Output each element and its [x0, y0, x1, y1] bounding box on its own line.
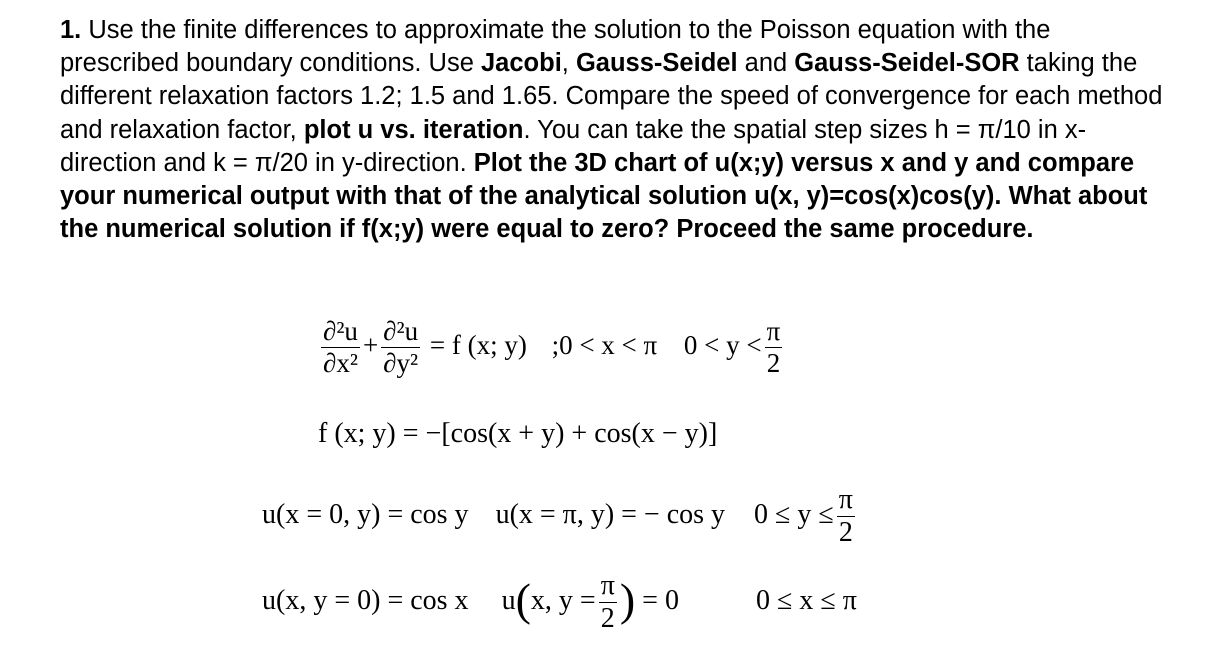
left-paren: ( [515, 574, 531, 626]
source-term: f (x; y) = −[cos(x + y) + cos(x − y)] [318, 418, 718, 449]
plot-3d-instruction: Plot the 3D chart of u(x;y) versus x and y and compare your numerical output with that of the analytical solution u(x, y)=cos(x)cos(y). What about the numerical solution if f(x;y) were equal to zero? Proceed the same procedure. [60, 148, 1148, 244]
pi-over-2 [765, 316, 783, 379]
pi-over-2-y [837, 484, 855, 549]
method-gauss-seidel: Gauss-Seidel [575, 49, 738, 78]
method-jacobi: Jacobi [481, 49, 562, 78]
bc-ypi2-inner: x, y = [530, 585, 596, 617]
poisson-equation [318, 316, 785, 379]
pi-numerator-bc: π [600, 570, 615, 601]
two-denominator: 2 [765, 347, 783, 379]
problem-statement [60, 14, 1165, 246]
d2u-dy2-fraction [381, 316, 420, 379]
bc-xpi: u(x = π, y) = − cos y [495, 499, 726, 531]
problem-text-3: and [737, 49, 795, 78]
plot-u-instruction: plot u vs. iteration [303, 115, 524, 144]
bc-x-range: 0 ≤ x ≤ π [755, 585, 857, 617]
two-denominator-bc: 2 [599, 602, 617, 635]
numerator-d2u-2: ∂²u [383, 316, 419, 346]
bc-y-range: 0 ≤ y ≤ [754, 499, 834, 531]
pi-numerator: π [766, 316, 781, 346]
denominator-dx2: ∂x² [323, 348, 358, 379]
problem-text-4: taking the different relaxation factors 1.2; 1.5 and 1.65. Compare the speed of convergence for each method and relaxation factor, [60, 49, 1163, 144]
method-gauss-seidel-sor: Gauss-Seidel-SOR [794, 49, 1020, 78]
pde-rhs: = f (x; y) [429, 329, 527, 360]
denominator-dy2: ∂y² [383, 348, 419, 379]
problem-number: 1. [60, 16, 82, 44]
right-paren: ) [619, 574, 636, 626]
bc-ypi2-rhs: = 0 [642, 585, 679, 617]
two-denominator-y: 2 [837, 516, 855, 549]
domain-y: 0 < y < [683, 329, 762, 360]
pi-numerator-y: π [838, 484, 853, 515]
boundary-conditions-y [262, 570, 857, 635]
problem-text-5: . You can take the spatial step sizes h = π/10 in x-direction and k = π/20 in y-direction. [60, 115, 1087, 177]
bc-y0: u(x, y = 0) = cos x [262, 585, 469, 617]
problem-text-1: Use the finite differences to approximate the solution to the Poisson equation with the prescribed boundary conditions. Use [60, 16, 1051, 78]
bc-ypi2-u: u [501, 585, 516, 617]
pi-over-2-bc [599, 570, 617, 635]
plus-sign: + [362, 329, 379, 360]
d2u-dx2-fraction [321, 316, 360, 379]
domain-x: ;0 < x < π [551, 329, 658, 360]
problem-text-2: , [561, 49, 576, 78]
bc-x0: u(x = 0, y) = cos y [262, 499, 469, 531]
numerator-d2u: ∂²u [323, 316, 358, 346]
boundary-conditions-x [262, 484, 858, 549]
